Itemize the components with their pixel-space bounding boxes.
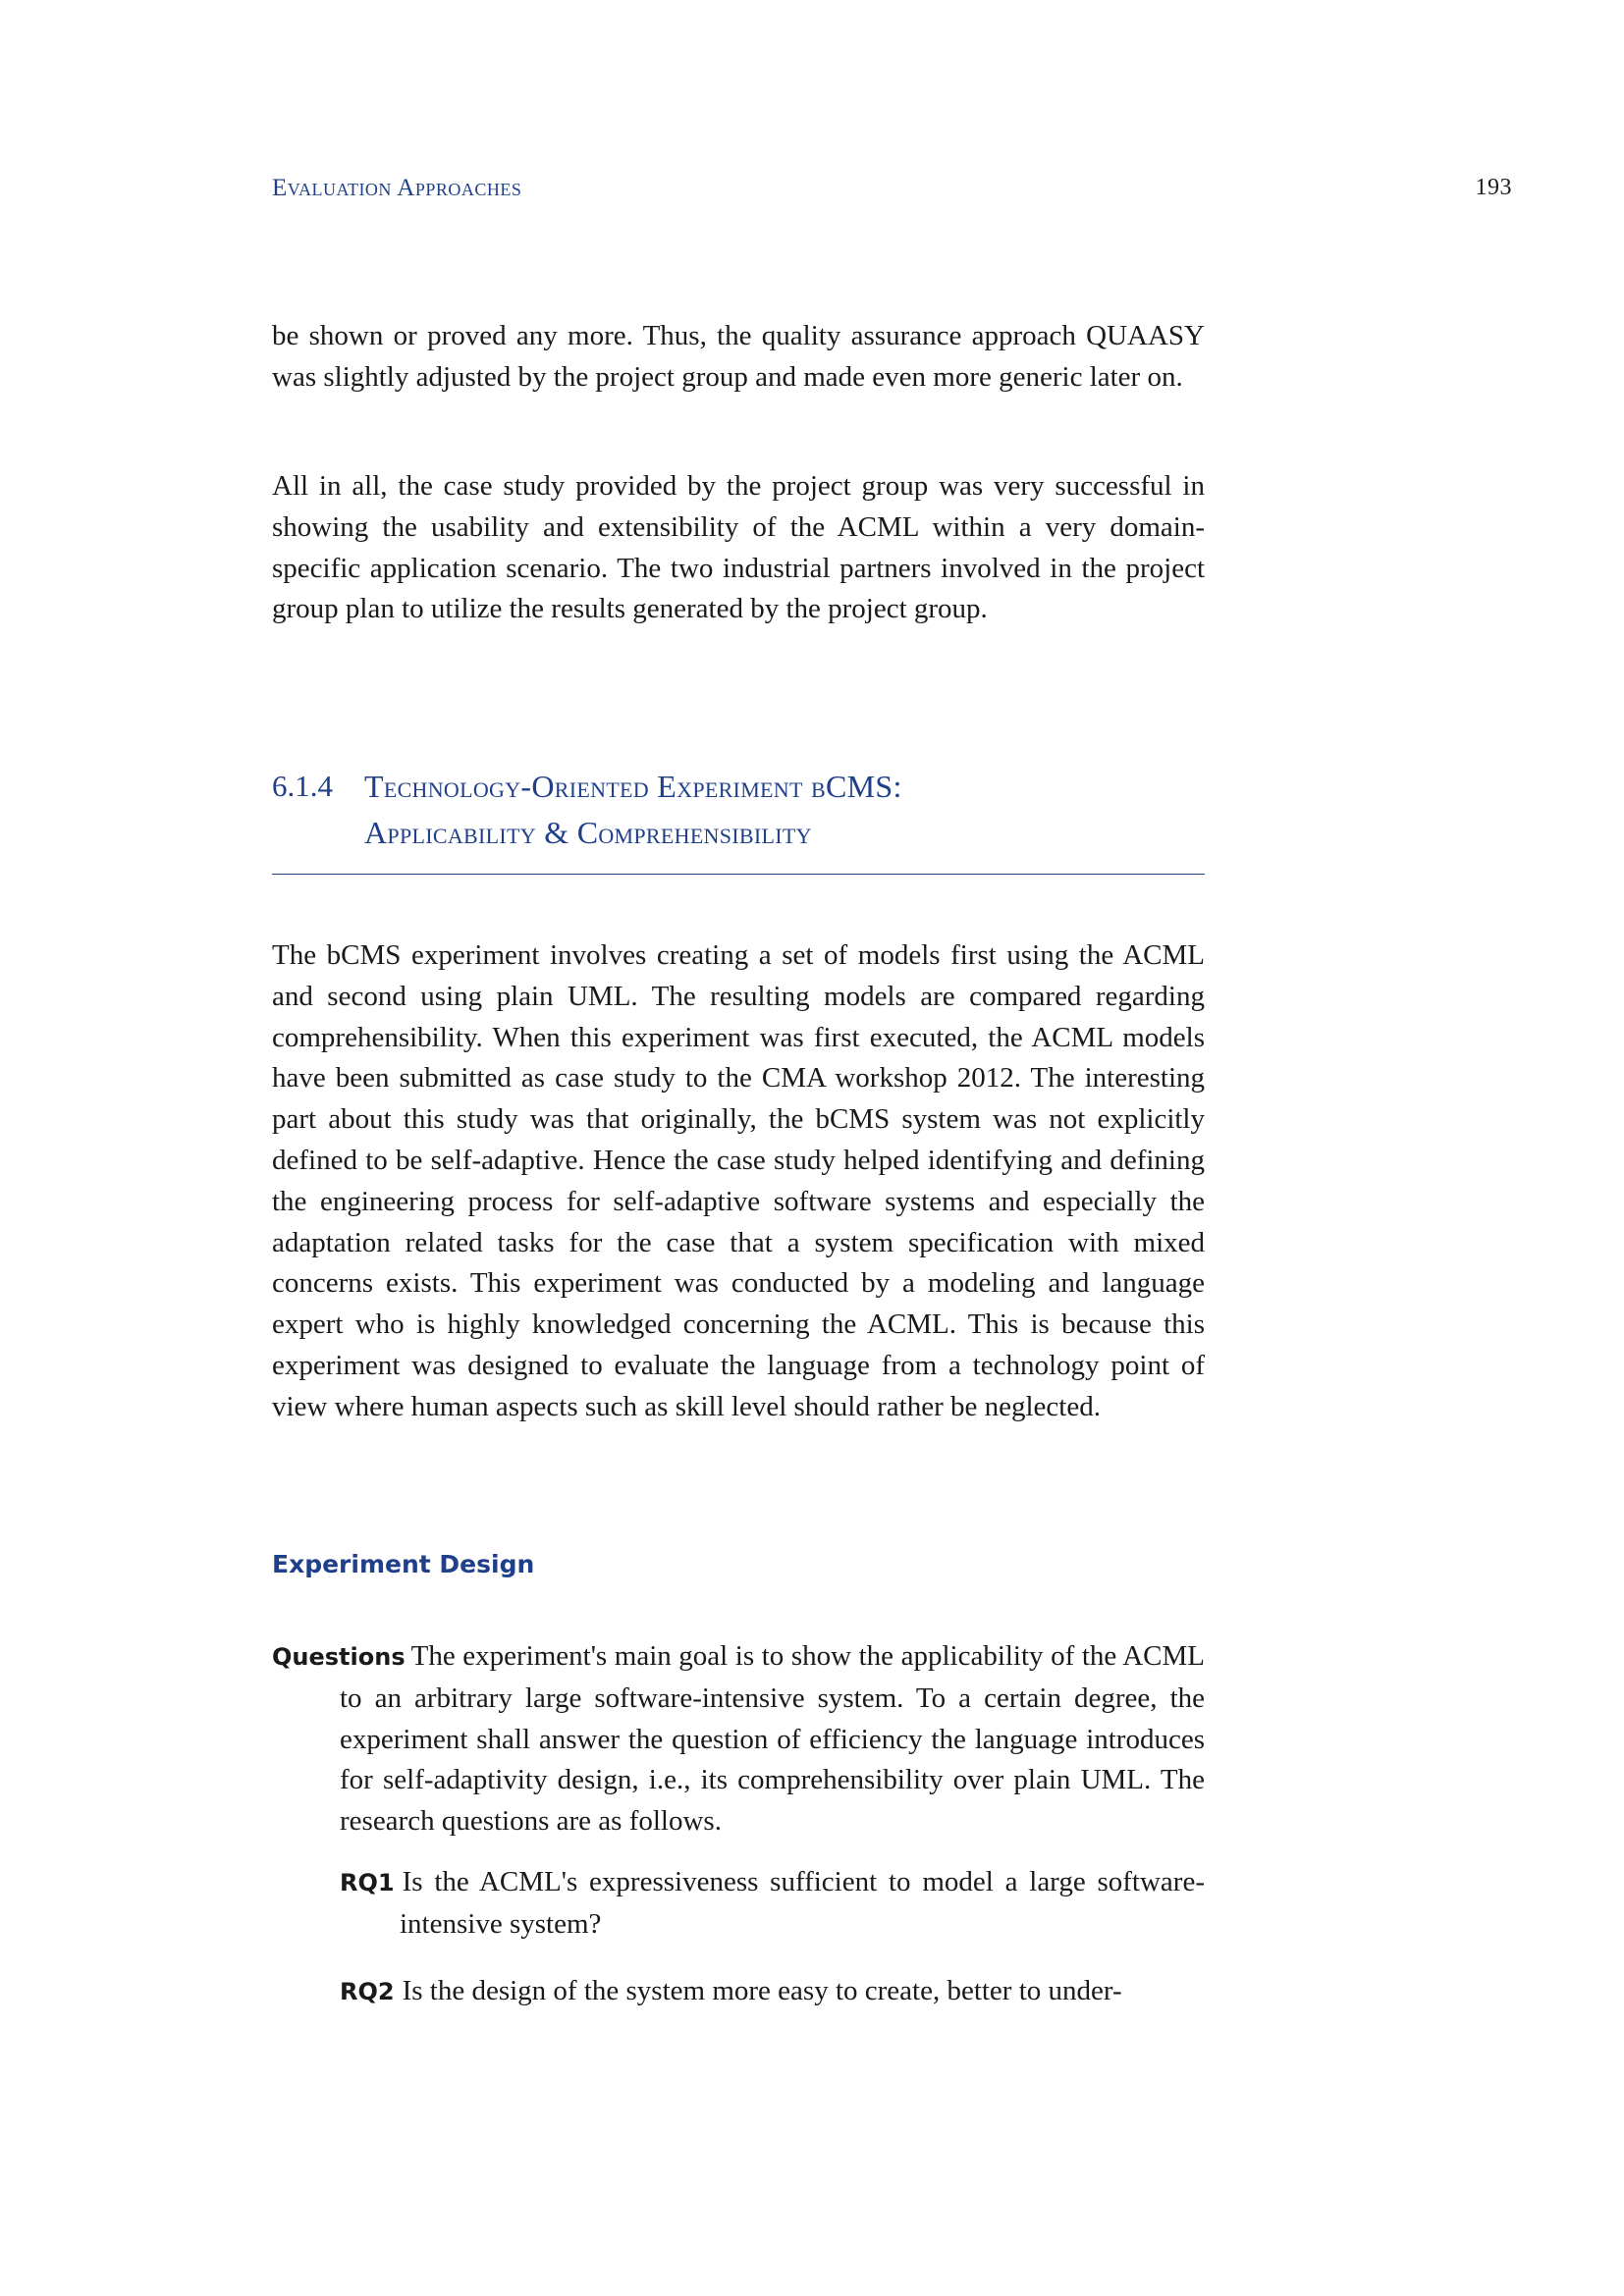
research-question-text: Is the design of the system more easy to create, better to under- (402, 1975, 1122, 2006)
section-rule-divider (272, 874, 1205, 875)
section-title-line-2: Applicability & Comprehensibility (364, 815, 812, 850)
running-head (272, 175, 1512, 202)
page-number: 193 (1475, 175, 1512, 200)
research-question-label: RQ2 (340, 1978, 395, 2005)
paragraph-case-study-summary: All in all, the case study provided by the project group was very successful in showing the usability and extensibility of the ACML within a very domain-specific application scenario. The two industrial partners involved in the project group plan to utilize the results generated by the project group. (272, 470, 1205, 625)
paragraph-continuation: be shown or proved any more. Thus, the quality assurance approach QUAASY was slightly adjusted by the project group and made even more generic later on. (272, 320, 1205, 393)
questions-description-item (272, 1636, 1205, 1842)
section-number: 6.1.4 (272, 769, 333, 803)
subsection-heading: Experiment Design (272, 1550, 535, 1578)
paragraph-bcms-experiment: The bCMS experiment involves creating a set of models first using the ACML and second using plain UML. The resulting models are compared regarding comprehensibility. When this experiment was first executed, the ACML models have been submitted as case study to the CMA workshop 2012. The interesting part about this study was that originally, the bCMS system was not explicitly defined to be self-adaptive. Hence the case study helped identifying and defining the engineering process for self-adaptive software systems and especially the adaptation related tasks for the case that a system specification with mixed concerns exists. This experiment was conducted by a modeling and language expert who is highly knowledged concerning the ACML. This is because this experiment was designed to evaluate the language from a technology point of view where human aspects such as skill level should rather be neglected. (272, 939, 1205, 1422)
research-question-item (340, 1971, 1205, 2013)
questions-label: Questions (272, 1643, 406, 1671)
section-title-line-1: Technology-Oriented Experiment bCMS: (364, 769, 902, 804)
research-question-item (340, 1862, 1205, 1946)
research-question-label: RQ1 (340, 1869, 395, 1896)
research-question-text: Is the ACML's expressiveness sufficient to model a large software-intensive system? (400, 1866, 1205, 1940)
questions-text: The experiment's main goal is to show the applicability of the ACML to an arbitrary large software-intensive system. To a certain degree, the experiment shall answer the question of efficiency the language introduces for self-adaptivity design, i.e., its comprehensibility over plain UML. The research questions are as follows. (340, 1640, 1205, 1838)
running-head-chapter-title: Evaluation Approaches (272, 175, 522, 201)
